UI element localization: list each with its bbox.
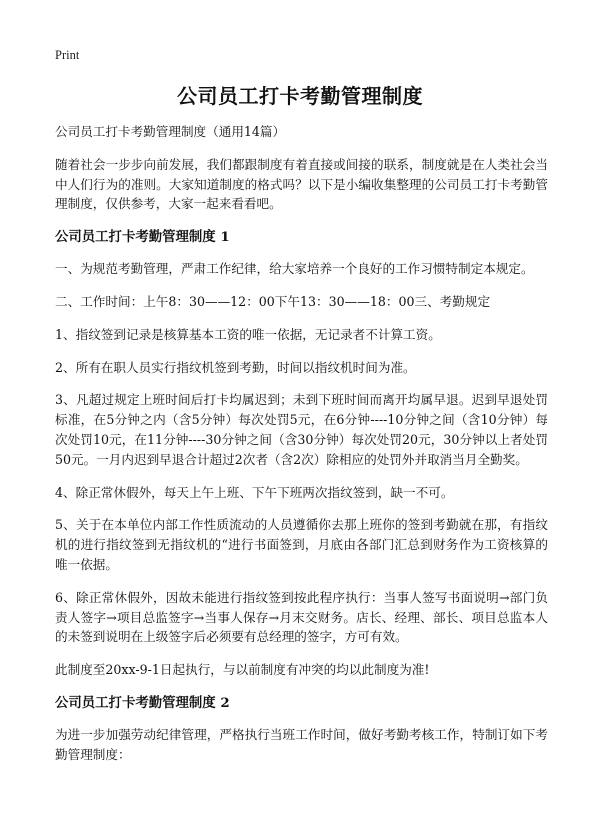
document-subtitle: 公司员工打卡考勤管理制度（通用14篇） <box>55 124 286 139</box>
section-1-paragraph: 5、关于在本单位内部工作性质流动的人员遵循你去那上班你的签到考勤就在那，有指纹机的进行指纹签到无指纹机的“进行书面签到，月底由各部门汇总到财务作为工资核算的唯一依据。 <box>55 517 548 572</box>
section-1-paragraph: 2、所有在职人员实行指纹机签到考勤，时间以指纹机时间为准。 <box>55 359 416 375</box>
section-1-paragraph: 此制度至20xx-9-1日起执行，与以前制度有冲突的均以此制度为准! <box>55 662 430 678</box>
section-1-paragraph: 一、为规范考勤管理，严肃工作纪律，给大家培养一个良好的工作习惯特制定本规定。 <box>55 261 534 277</box>
section-2-paragraph: 为进一步加强劳动纪律管理，严格执行当班工作时间，做好考勤考核工作，特制订如下考勤管理制度： <box>55 726 548 762</box>
intro-paragraph: 随着社会一步步向前发展，我们都跟制度有着直接或间接的联系，制度就是在人类社会当中人们行为的准则。大家知道制度的格式吗？以下是小编收集整理的公司员工打卡考勤管理制度，仅供参考，大家一起来看看吧。 <box>55 156 548 212</box>
section-1-paragraph: 二、工作时间：上午8：30——12：00下午13：30——18：00三、考勤规定 <box>55 293 491 309</box>
section-1-paragraph: 4、除正常休假外，每天上午上班、下午下班两次指纹签到，缺一不可。 <box>55 484 454 500</box>
section-heading-2: 公司员工打卡考勤管理制度 2 <box>55 694 230 711</box>
page-title: 公司员工打卡考勤管理制度 <box>177 84 423 108</box>
section-1-paragraph: 6、除正常休假外，因故未能进行指纹签到按此程序执行：当事人签写书面说明→部门负责人签字→项目总监签字→当事人保存→月末交财务。店长、经理、部长、项目总监本人的未签到说明在上级签字后必须要有总经理的签字，方可有效。 <box>55 589 548 645</box>
document-body <box>55 122 548 778</box>
section-1-paragraph: 3、凡超过规定上班时间后打卡均属迟到；未到下班时间而离开均属早退。迟到早退处罚标准，在5分钟之内（含5分钟）每次处罚5元，在6分钟----10分钟之间（含10分钟）每次处罚10元，在11分钟----30分钟之间（含30分钟）每次处罚20元，30分钟以上者处罚50元。一月内迟到早退合计超过2次者（含2次）除相应的处罚外并取消当月全勤奖。 <box>55 392 548 467</box>
section-heading-1: 公司员工打卡考勤管理制度 1 <box>55 229 230 246</box>
section-1-paragraph: 1、指纹签到记录是核算基本工资的唯一依据，无记录者不计算工资。 <box>55 326 441 342</box>
print-label: Print <box>55 48 80 62</box>
